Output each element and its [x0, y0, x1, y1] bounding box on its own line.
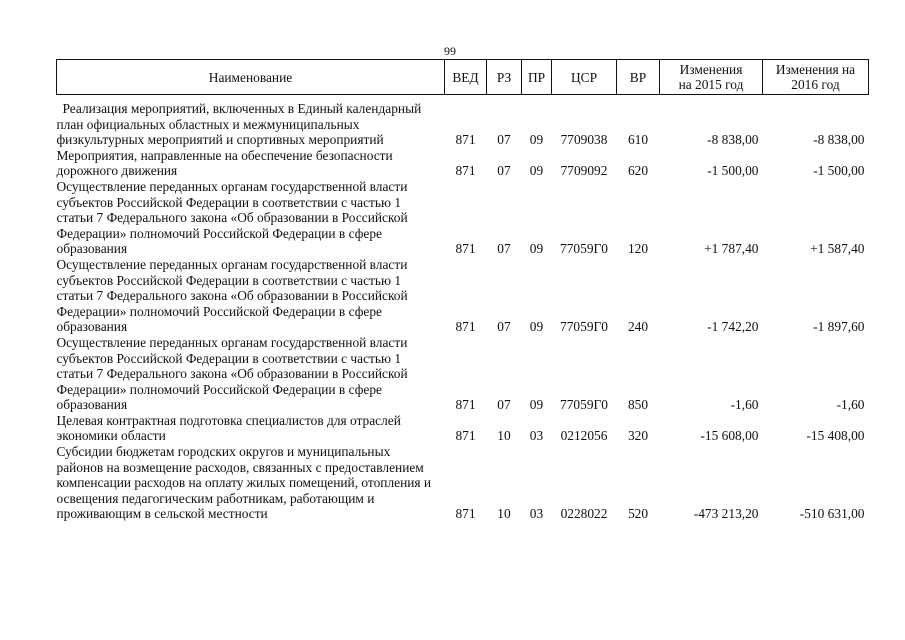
header-changes-2016-line1: Изменения на [775, 62, 856, 77]
row-csr: 0228022 [560, 506, 608, 522]
row-ved: 871 [455, 241, 476, 257]
row-ved: 871 [455, 397, 476, 413]
table-row [57, 444, 869, 522]
row-ved: 871 [455, 319, 476, 335]
row-pr: 09 [529, 319, 544, 335]
row-rz: 07 [497, 163, 511, 179]
row-name: Осуществление переданных органам государственной власти субъектов Российской Федерации в соответствии с частью 1 статьи 7 Федерального закона «Об образовании в Российской Федерации» полномочий Российской Федерации в сфере образования [56, 334, 408, 413]
row-change-2016: -1 500,00 [813, 163, 865, 179]
header-changes-2015-line2: на 2015 год [678, 77, 744, 92]
row-vr: 620 [627, 163, 649, 179]
row-change-2015: -473 213,20 [693, 506, 759, 522]
row-csr: 7709038 [560, 132, 608, 148]
row-csr: 77059Г0 [560, 319, 608, 335]
row-change-2016: -8 838,00 [813, 132, 865, 148]
row-pr: 09 [529, 132, 544, 148]
header-changes-2016 [763, 60, 869, 95]
header-ved: ВЕД [445, 60, 487, 95]
budget-changes-table [56, 59, 869, 522]
row-change-2016: -1,60 [836, 397, 865, 413]
table-row [57, 95, 869, 148]
header-vr: ВР [617, 60, 660, 95]
row-vr: 320 [627, 428, 649, 444]
row-pr: 09 [529, 163, 544, 179]
row-change-2015: +1 787,40 [704, 241, 759, 257]
row-rz: 07 [497, 397, 511, 413]
row-pr: 09 [529, 241, 544, 257]
row-change-2016: -510 631,00 [799, 506, 865, 522]
row-csr: 77059Г0 [560, 241, 608, 257]
page-number: 99 [444, 44, 456, 58]
header-changes-2015-line1: Изменения [679, 62, 743, 77]
table-row [57, 179, 869, 257]
header-pr: ПР [522, 60, 552, 95]
row-change-2015: -1 742,20 [707, 319, 759, 335]
row-csr: 7709092 [560, 163, 608, 179]
header-rz: РЗ [487, 60, 522, 95]
row-ved: 871 [455, 132, 476, 148]
table-header-row [57, 60, 869, 95]
row-name: Мероприятия, направленные на обеспечение безопасности дорожного движения [56, 147, 393, 179]
row-name: Осуществление переданных органам государственной власти субъектов Российской Федерации в соответствии с частью 1 статьи 7 Федерального закона «Об образовании в Российской Федерации» полномочий Российской Федерации в сфере образования [56, 178, 408, 257]
row-rz: 10 [497, 506, 511, 522]
header-changes-2015 [660, 60, 763, 95]
header-changes-2016-line2: 2016 год [791, 77, 840, 92]
row-change-2016: -15 408,00 [806, 428, 865, 444]
row-change-2015: -15 608,00 [700, 428, 759, 444]
row-change-2015: -8 838,00 [707, 132, 759, 148]
row-pr: 09 [529, 397, 544, 413]
table-row [57, 257, 869, 335]
row-name: Субсидии бюджетам городских округов и муниципальных районов на возмещение расходов, связанных с предоставлением компенсации расходов на оплату жилых помещений, отопления и освещения педагогическим работникам, работающим и проживающим в сельской местности [56, 444, 432, 522]
row-rz: 07 [497, 241, 511, 257]
row-ved: 871 [455, 163, 476, 179]
row-name: Осуществление переданных органам государственной власти субъектов Российской Федерации в соответствии с частью 1 статьи 7 Федерального закона «Об образовании в Российской Федерации» полномочий Российской Федерации в сфере образования [56, 256, 408, 335]
row-change-2016: -1 897,60 [813, 319, 865, 335]
table-row [57, 413, 869, 444]
row-vr: 850 [627, 397, 649, 413]
row-name: Целевая контрактная подготовка специалистов для отраслей экономики области [56, 412, 401, 444]
table-row [57, 335, 869, 413]
header-csr: ЦСР [552, 60, 617, 95]
row-rz: 07 [497, 132, 511, 148]
row-csr: 77059Г0 [560, 397, 608, 413]
header-name: Наименование [57, 60, 445, 95]
row-name: Реализация мероприятий, включенных в Единый календарный план официальных областных и межмуниципальных физкультурных мероприятий и спортивных мероприятий [56, 101, 422, 148]
row-rz: 07 [497, 319, 511, 335]
row-vr: 520 [627, 506, 649, 522]
row-pr: 03 [529, 428, 544, 444]
row-pr: 03 [529, 506, 544, 522]
row-change-2016: +1 587,40 [810, 241, 865, 257]
row-vr: 120 [627, 241, 649, 257]
table-row [57, 148, 869, 179]
row-vr: 240 [627, 319, 649, 335]
row-change-2015: -1 500,00 [707, 163, 759, 179]
row-ved: 871 [455, 506, 476, 522]
row-change-2015: -1,60 [730, 397, 759, 413]
row-rz: 10 [497, 428, 511, 444]
row-vr: 610 [627, 132, 649, 148]
row-ved: 871 [455, 428, 476, 444]
row-csr: 0212056 [560, 428, 608, 444]
